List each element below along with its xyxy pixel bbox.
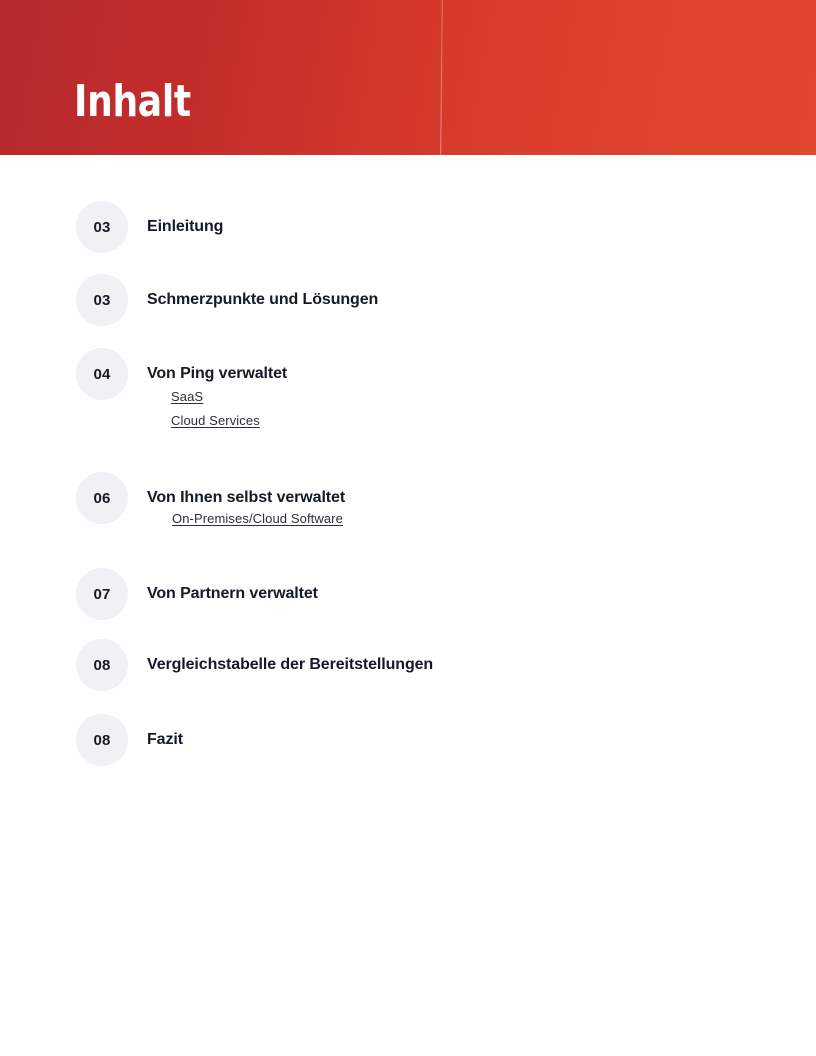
toc-entry-label[interactable]: Fazit <box>147 731 183 748</box>
header-divider-line <box>440 0 443 155</box>
toc-page-number-badge: 08 <box>76 639 128 691</box>
toc-page-number-badge: 03 <box>76 274 128 326</box>
toc-entry-main[interactable] <box>0 348 816 400</box>
toc-page-number-badge: 04 <box>76 348 128 400</box>
toc-entry-main[interactable] <box>0 472 816 524</box>
toc-page-number-badge: 03 <box>76 201 128 253</box>
toc-page-number-badge: 07 <box>76 568 128 620</box>
toc-entry-label[interactable]: Von Ihnen selbst verwaltet <box>147 489 346 506</box>
page-title: Inhalt <box>74 76 191 127</box>
toc-entry-main[interactable] <box>0 639 816 691</box>
header-banner <box>0 0 816 155</box>
toc-entry-label[interactable]: Vergleichstabelle der Bereitstellungen <box>147 656 434 673</box>
toc-entry-label[interactable]: Von Partnern verwaltet <box>147 585 318 602</box>
toc-sub-item[interactable]: On-Premises/Cloud Software <box>172 511 343 526</box>
toc-entry-main[interactable] <box>0 568 816 620</box>
toc-entry-label[interactable]: Von Ping verwaltet <box>147 365 288 382</box>
toc-entry-label[interactable]: Einleitung <box>147 218 224 235</box>
toc-page-number-badge: 08 <box>76 714 128 766</box>
toc-entry-main[interactable] <box>0 274 816 326</box>
toc-entry-main[interactable] <box>0 714 816 766</box>
toc-entry-label[interactable]: Schmerzpunkte und Lösungen <box>147 291 379 308</box>
toc-page-number-badge: 06 <box>76 472 128 524</box>
toc-sub-item[interactable]: Cloud Services <box>171 413 260 428</box>
toc-sub-item[interactable]: SaaS <box>171 389 204 404</box>
toc-entry-main[interactable] <box>0 201 816 253</box>
